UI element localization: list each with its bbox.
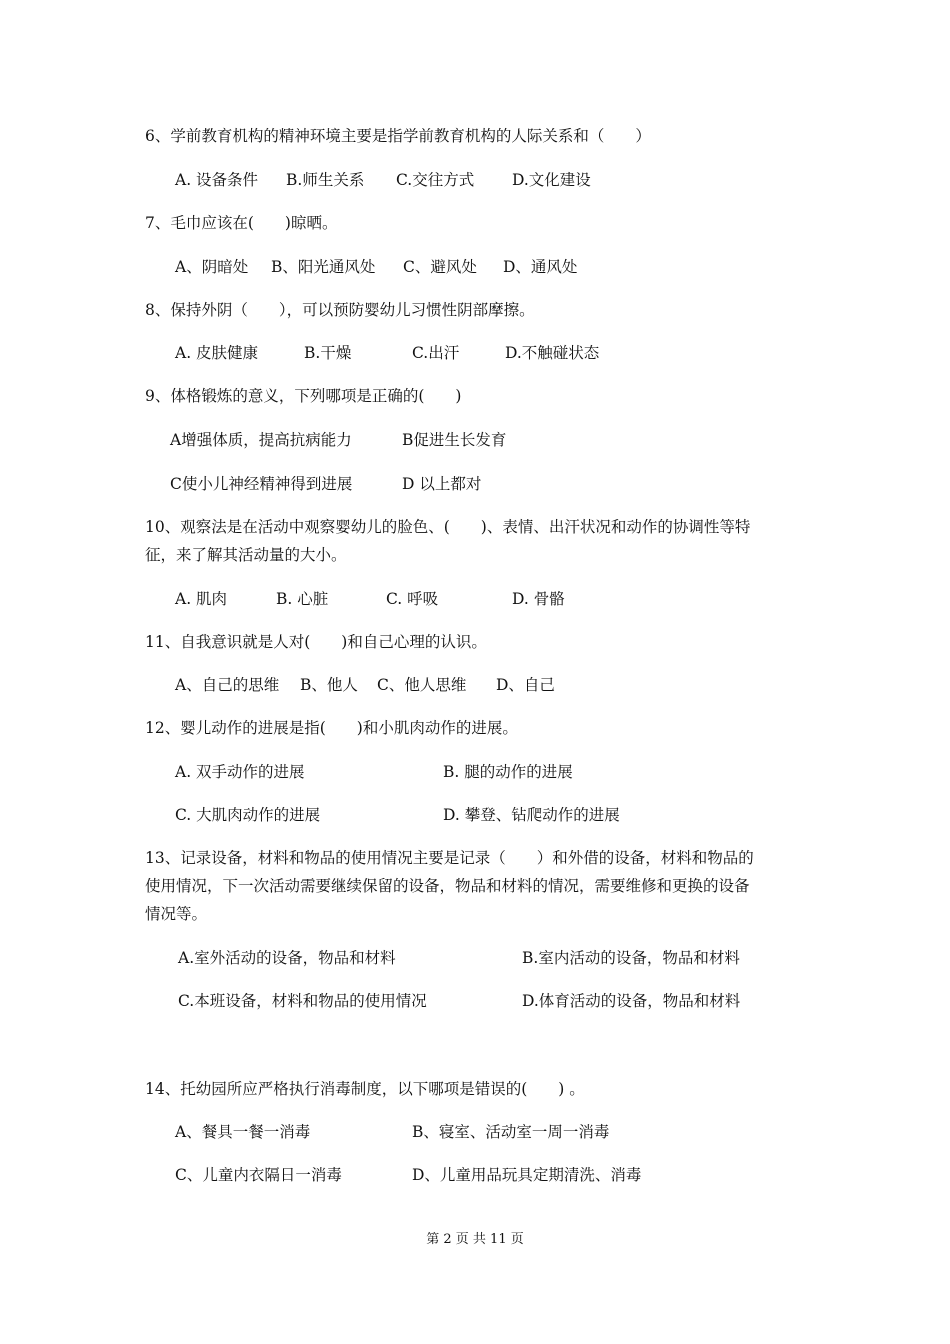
- q13-option-d: D.体育活动的设备，物品和材料: [522, 992, 741, 1010]
- q8-option-c: C.出汗: [412, 344, 460, 362]
- q11-option-a: A、自己的思维: [175, 676, 280, 694]
- question-8-stem: 8、保持外阴（ ），可以预防婴幼儿习惯性阴部摩擦。: [145, 301, 535, 319]
- question-14-stem: 14、托幼园所应严格执行消毒制度，以下哪项是错误的( ) 。: [145, 1080, 585, 1098]
- question-13-stem-line-1: 13、记录设备，材料和物品的使用情况主要是记录（ ）和外借的设备，材料和物品的: [145, 849, 754, 867]
- q6-option-d: D.文化建设: [512, 171, 591, 189]
- q12-option-b: B. 腿的动作的进展: [443, 763, 573, 781]
- q10-option-d: D. 骨骼: [512, 590, 565, 608]
- q9-option-c: C使小儿神经精神得到进展: [170, 475, 353, 493]
- question-11-stem: 11、自我意识就是人对( )和自己心理的认识。: [145, 633, 487, 651]
- q8-option-b: B.干燥: [304, 344, 352, 362]
- q13-option-c: C.本班设备，材料和物品的使用情况: [178, 992, 427, 1010]
- q6-option-a: A. 设备条件: [175, 171, 259, 189]
- q7-option-b: B、阳光通风处: [271, 258, 376, 276]
- q9-option-a: A增强体质，提高抗病能力: [170, 431, 352, 449]
- question-10-stem-line-2: 征，来了解其活动量的大小。: [145, 546, 347, 564]
- q8-option-a: A. 皮肤健康: [175, 344, 259, 362]
- q10-option-c: C. 呼吸: [386, 590, 439, 608]
- question-12-stem: 12、婴儿动作的进展是指( )和小肌肉动作的进展。: [145, 719, 518, 737]
- q7-option-a: A、阴暗处: [175, 258, 249, 276]
- question-10-stem-line-1: 10、观察法是在活动中观察婴幼儿的脸色、( )、表情、出汗状况和动作的协调性等特: [145, 518, 751, 536]
- q11-option-b: B、他人: [300, 676, 358, 694]
- q10-option-b: B. 心脏: [276, 590, 329, 608]
- q12-option-c: C. 大肌肉动作的进展: [175, 806, 321, 824]
- question-7-stem: 7、毛巾应该在( )晾晒。: [145, 214, 338, 232]
- q12-option-a: A. 双手动作的进展: [175, 763, 305, 781]
- q7-option-d: D、通风处: [503, 258, 578, 276]
- q8-option-d: D.不触碰状态: [505, 344, 600, 362]
- question-9-stem: 9、体格锻炼的意义，下列哪项是正确的( ): [145, 387, 462, 405]
- q14-option-a: A、餐具一餐一消毒: [175, 1123, 311, 1141]
- question-6-stem: 6、学前教育机构的精神环境主要是指学前教育机构的人际关系和（ ）: [145, 127, 651, 145]
- q14-option-b: B、寝室、活动室一周一消毒: [412, 1123, 610, 1141]
- q13-option-b: B.室内活动的设备，物品和材料: [522, 949, 740, 967]
- q13-option-a: A.室外活动的设备，物品和材料: [178, 949, 396, 967]
- q14-option-c: C、儿童内衣隔日一消毒: [175, 1166, 342, 1184]
- q12-option-d: D. 攀登、钻爬动作的进展: [443, 806, 620, 824]
- q9-option-b: B促进生长发育: [402, 431, 507, 449]
- q9-option-d: D 以上都对: [402, 475, 482, 493]
- q7-option-c: C、避风处: [403, 258, 477, 276]
- q11-option-d: D、自己: [496, 676, 555, 694]
- question-13-stem-line-2: 使用情况，下一次活动需要继续保留的设备，物品和材料的情况，需要维修和更换的设备: [145, 877, 750, 895]
- q14-option-d: D、儿童用品玩具定期清洗、消毒: [412, 1166, 642, 1184]
- page-number-footer: 第 2 页 共 11 页: [426, 1232, 524, 1247]
- question-13-stem-line-3: 情况等。: [145, 905, 208, 923]
- q10-option-a: A. 肌肉: [175, 590, 228, 608]
- q6-option-c: C.交往方式: [396, 171, 475, 189]
- q6-option-b: B.师生关系: [286, 171, 365, 189]
- q11-option-c: C、他人思维: [377, 676, 467, 694]
